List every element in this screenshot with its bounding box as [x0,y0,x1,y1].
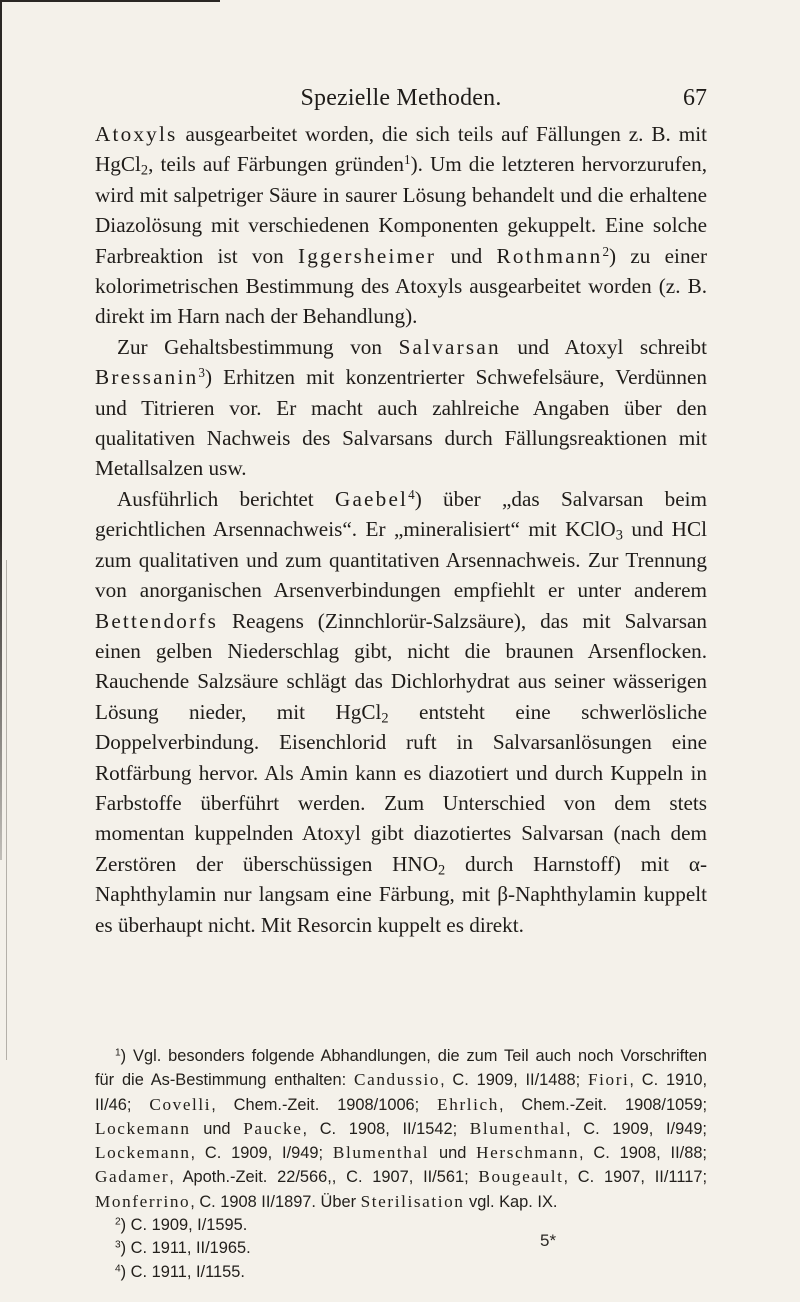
scan-edge-left [0,0,2,860]
spaced-name: Salvarsan [398,334,501,359]
scan-edge-shadow [6,560,7,1060]
signature-mark: 5* [540,1231,557,1250]
spaced-name: Gaebel [334,486,409,511]
footnote-marker: 3 [115,1239,121,1251]
footnote-ref: 2 [602,243,609,259]
spaced-name: Iggersheimer [297,243,437,268]
footnote-ref: 3 [198,365,205,381]
paragraph: Atoxyls ausgearbeitet worden, die sich teils auf Fällungen z. B. mit HgCl$_2$, teils auf Färbungen gründen$^1$). Um die letzteren hervorzurufen, wird mit salpetriger Säure in saurer Lösung behandelt und die erhaltene Diazolösung mit verschiedenen Komponenten gekuppelt. Eine solche Farbreaktion ist von Iggersheimer und Rothmann$^2$) zu einer kolorimetrischen Bestimmung des Atoxyls ausgearbeitet worden (z. B. direkt im Harn nach der Behandlung). [95,122,708,329]
paragraph: Zur Gehaltsbestimmung von Salvarsan und Atoxyl schreibt Bressanin$^3$) Erhitzen mit konzentrierter Schwefelsäure, Verdünnen und Titrieren vor. Er macht auch zahlreiche Angaben über den qualitativen Nachweis des Salvarsans durch Fällungsreaktionen mit Metallsalzen usw. [95,334,707,481]
footnote: $^3$) C. 1911, II/1965. [115,1239,251,1258]
footnote: $^4$) C. 1911, I/1155. [115,1262,245,1281]
footnote-marker: 4 [115,1263,121,1275]
footnote-ref: 4 [408,486,415,502]
footnotes [95,1045,707,1284]
page-header [95,85,707,115]
footnote-ref: 1 [404,152,411,168]
body-text [95,119,707,940]
spaced-name: Rothmann [496,243,603,268]
spaced-name: Bettendorfs [95,608,219,633]
paragraph: Ausführlich berichtet Gaebel$^4$) über „das Salvarsan beim gerichtlichen Arsennachweis“. Er „mineralisiert“ mit KClO$_3$ und HCl zum qualitativen und zum quantitativen Arsennachweis. Zur Trennung von anorganischen Arsenverbindungen empfiehlt er unter anderem Bettendorfs Reagens (Zinnchlorür-Salzsäure), das mit Salvarsan einen gelben Niederschlag gibt, nicht die braunen Arsenflocken. Rauchende Salzsäure schlägt das Dichlorhydrat aus seiner wässerigen Lösung nieder, mit HgCl$_2$ entsteht eine schwerlösliche Doppelverbindung. Eisenchlorid ruft in Salvarsanlösungen eine Rotfärbung hervor. Als Amin kann es diazotiert und durch Kuppeln in Farbstoffe überführt werden. Zum Unterschied von dem stets momentan kuppelnden Atoxyl gibt diazotiertes Salvarsan (nach dem Zerstören der überschüssigen $HNO_2$ durch Harnstoff) mit α-Naphthylamin nur langsam eine Färbung, mit β-Naphthylamin kuppelt es überhaupt nicht. Mit Resorcin kuppelt es direkt. [95,486,708,937]
spaced-name: Atoxyls [95,122,178,146]
footnote-marker: 1 [115,1047,121,1059]
footnote: $^1$) Vgl. besonders folgende Abhandlungen, die zum Teil auch noch Vorschriften für die As-Bestimmung enthalten: Candussio, C. 1909, II/1488; Fiori, C. 1910, II/46; Covelli, Chem.-Zeit. 1908/1006; Ehrlich, Chem.-Zeit. 1908/1059; Lockemann und Paucke, C. 1908, II/1542; Blumenthal, C. 1909, I/949; Lockemann, C. 1909, I/949; Blumenthal und Herschmann, C. 1908, II/88; Gadamer, Apoth.-Zeit. 22/566,, C. 1907, II/561; Bougeault, C. 1907, II/1117; Monferrino, C. 1908 II/1897. Über Sterilisation vgl. Kap. IX. [95,1047,707,1211]
footnote-marker: 2 [115,1216,121,1228]
spaced-name: Bressanin [95,365,199,390]
running-head: Spezielle Methoden. [300,85,502,111]
scan-edge-top [0,0,220,2]
footnote: $^2$) C. 1909, I/1595. [115,1216,248,1235]
page-number: 67 [683,85,707,111]
